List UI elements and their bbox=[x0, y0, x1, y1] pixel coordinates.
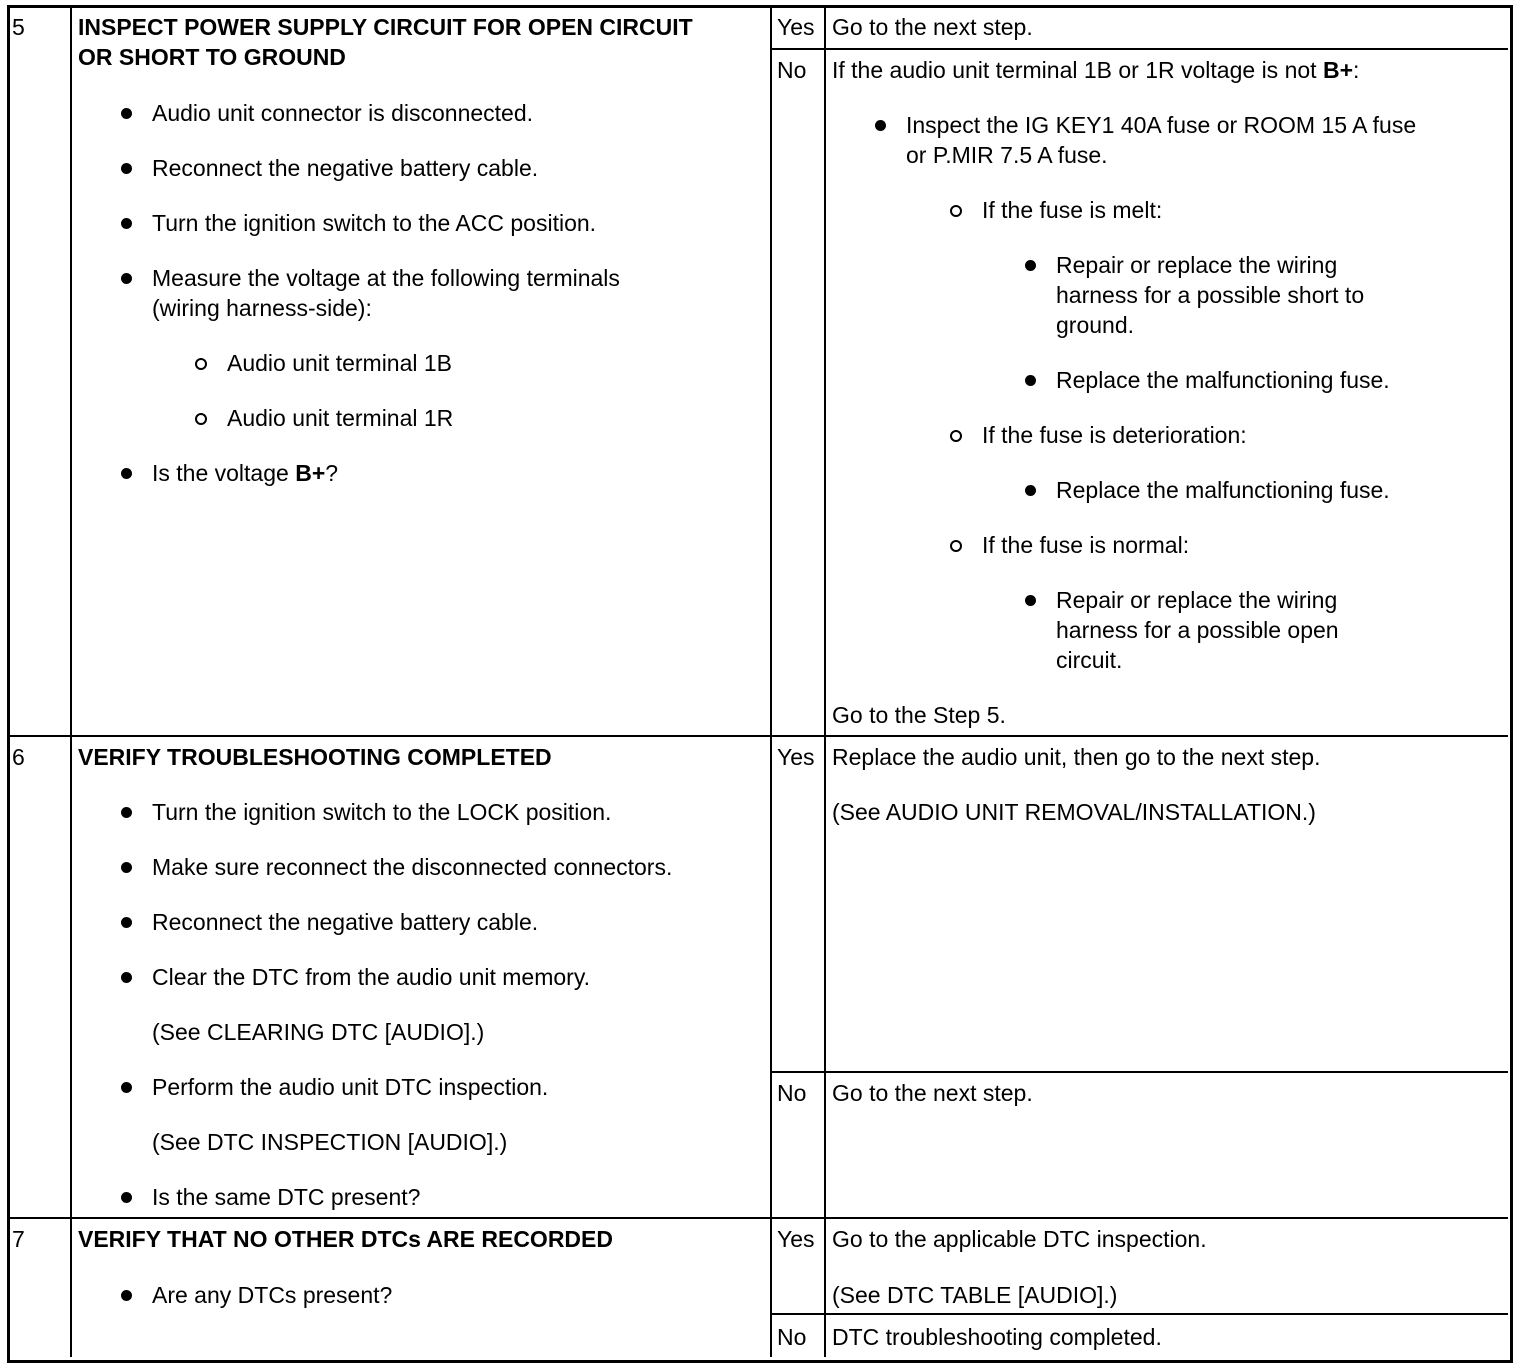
sub-bullet-icon bbox=[950, 540, 962, 552]
yes-action: Replace the audio unit, then go to the next step. bbox=[832, 744, 1321, 770]
step-item: Perform the audio unit DTC inspection. bbox=[152, 1074, 549, 1100]
yes-action-reference: (See AUDIO UNIT REMOVAL/INSTALLATION.) bbox=[832, 799, 1316, 825]
bullet-icon bbox=[121, 1082, 132, 1093]
no-action-item: Replace the malfunctioning fuse. bbox=[1056, 477, 1390, 503]
bullet-icon bbox=[121, 917, 132, 928]
bullet-icon bbox=[121, 862, 132, 873]
voltage-value: B+ bbox=[1322, 57, 1353, 83]
bullet-icon bbox=[875, 120, 886, 131]
no-action-outro: Go to the Step 5. bbox=[832, 702, 1006, 728]
bullet-icon bbox=[121, 972, 132, 983]
no-label: No bbox=[777, 1080, 807, 1106]
yes-action-reference: (See DTC TABLE [AUDIO].) bbox=[832, 1282, 1118, 1308]
step-item: Audio unit connector is disconnected. bbox=[152, 100, 534, 126]
no-action-item: Repair or replace the wiring bbox=[1056, 587, 1338, 613]
sub-step-item: Audio unit terminal 1R bbox=[227, 405, 454, 431]
yes-label: Yes bbox=[777, 744, 815, 770]
answer-divider-row5 bbox=[771, 48, 1508, 50]
no-action-item: If the fuse is normal: bbox=[982, 532, 1190, 558]
step-question: Is the voltage B+? bbox=[152, 460, 339, 486]
step-item: (wiring harness-side): bbox=[152, 295, 372, 321]
step-item: Measure the voltage at the following terminals bbox=[152, 265, 620, 291]
sub-bullet-icon bbox=[195, 413, 207, 425]
step-question: Are any DTCs present? bbox=[152, 1282, 393, 1308]
step-item: Turn the ignition switch to the LOCK position. bbox=[152, 799, 612, 825]
step-number: 7 bbox=[12, 1226, 25, 1252]
step-item: Reconnect the negative battery cable. bbox=[152, 909, 539, 935]
step-title: INSPECT POWER SUPPLY CIRCUIT FOR OPEN CIRCUIT bbox=[78, 14, 693, 40]
no-action-item: Inspect the IG KEY1 40A fuse or ROOM 15 A fuse bbox=[906, 112, 1417, 138]
no-label: No bbox=[777, 57, 807, 83]
step-item: Clear the DTC from the audio unit memory. bbox=[152, 964, 591, 990]
bullet-icon bbox=[121, 273, 132, 284]
bullet-icon bbox=[121, 468, 132, 479]
sub-bullet-icon bbox=[195, 358, 207, 370]
bullet-icon bbox=[1025, 260, 1036, 271]
no-action-item: harness for a possible open bbox=[1056, 617, 1339, 643]
bullet-icon bbox=[1025, 595, 1036, 606]
sub-step-item: Audio unit terminal 1B bbox=[227, 350, 453, 376]
step-number: 6 bbox=[12, 744, 25, 770]
yes-label: Yes bbox=[777, 1226, 815, 1252]
column-divider-step bbox=[770, 7, 772, 1357]
step-item: Make sure reconnect the disconnected connectors. bbox=[152, 854, 673, 880]
column-divider-answer bbox=[824, 7, 826, 1357]
no-action-item: harness for a possible short to bbox=[1056, 282, 1365, 308]
step-reference: (See DTC INSPECTION [AUDIO].) bbox=[152, 1129, 508, 1155]
no-action-intro: If the audio unit terminal 1B or 1R voltage is not B+: bbox=[832, 57, 1360, 83]
step-item: Turn the ignition switch to the ACC position. bbox=[152, 210, 597, 236]
step-title: VERIFY THAT NO OTHER DTCs ARE RECORDED bbox=[78, 1226, 613, 1252]
bullet-icon bbox=[121, 807, 132, 818]
no-action: DTC troubleshooting completed. bbox=[832, 1324, 1162, 1350]
bullet-icon bbox=[121, 218, 132, 229]
answer-divider-row7 bbox=[771, 1313, 1508, 1315]
bullet-icon bbox=[121, 108, 132, 119]
no-action: Go to the next step. bbox=[832, 1080, 1033, 1106]
no-action-item: Replace the malfunctioning fuse. bbox=[1056, 367, 1390, 393]
yes-action: Go to the applicable DTC inspection. bbox=[832, 1226, 1207, 1252]
no-action-item: If the fuse is melt: bbox=[982, 197, 1163, 223]
step-number: 5 bbox=[12, 14, 25, 40]
no-action-item: ground. bbox=[1056, 312, 1135, 338]
step-title: OR SHORT TO GROUND bbox=[78, 44, 346, 70]
no-action-item: If the fuse is deterioration: bbox=[982, 422, 1247, 448]
bullet-icon bbox=[1025, 375, 1036, 386]
voltage-value: B+ bbox=[295, 460, 326, 486]
sub-bullet-icon bbox=[950, 205, 962, 217]
bullet-icon bbox=[1025, 485, 1036, 496]
step-question: Is the same DTC present? bbox=[152, 1184, 421, 1210]
bullet-icon bbox=[121, 1192, 132, 1203]
yes-action: Go to the next step. bbox=[832, 14, 1033, 40]
row-divider-5-6 bbox=[8, 735, 1508, 737]
no-action-item: or P.MIR 7.5 A fuse. bbox=[906, 142, 1108, 168]
sub-bullet-icon bbox=[950, 430, 962, 442]
bullet-icon bbox=[121, 163, 132, 174]
yes-label: Yes bbox=[777, 14, 815, 40]
step-item: Reconnect the negative battery cable. bbox=[152, 155, 539, 181]
no-action-item: circuit. bbox=[1056, 647, 1123, 673]
column-divider-number bbox=[70, 7, 72, 1357]
bullet-icon bbox=[121, 1290, 132, 1301]
no-label: No bbox=[777, 1324, 807, 1350]
row-divider-6-7 bbox=[8, 1217, 1508, 1219]
no-action-item: Repair or replace the wiring bbox=[1056, 252, 1338, 278]
answer-divider-row6 bbox=[771, 1071, 1508, 1073]
step-title: VERIFY TROUBLESHOOTING COMPLETED bbox=[78, 744, 552, 770]
step-reference: (See CLEARING DTC [AUDIO].) bbox=[152, 1019, 485, 1045]
